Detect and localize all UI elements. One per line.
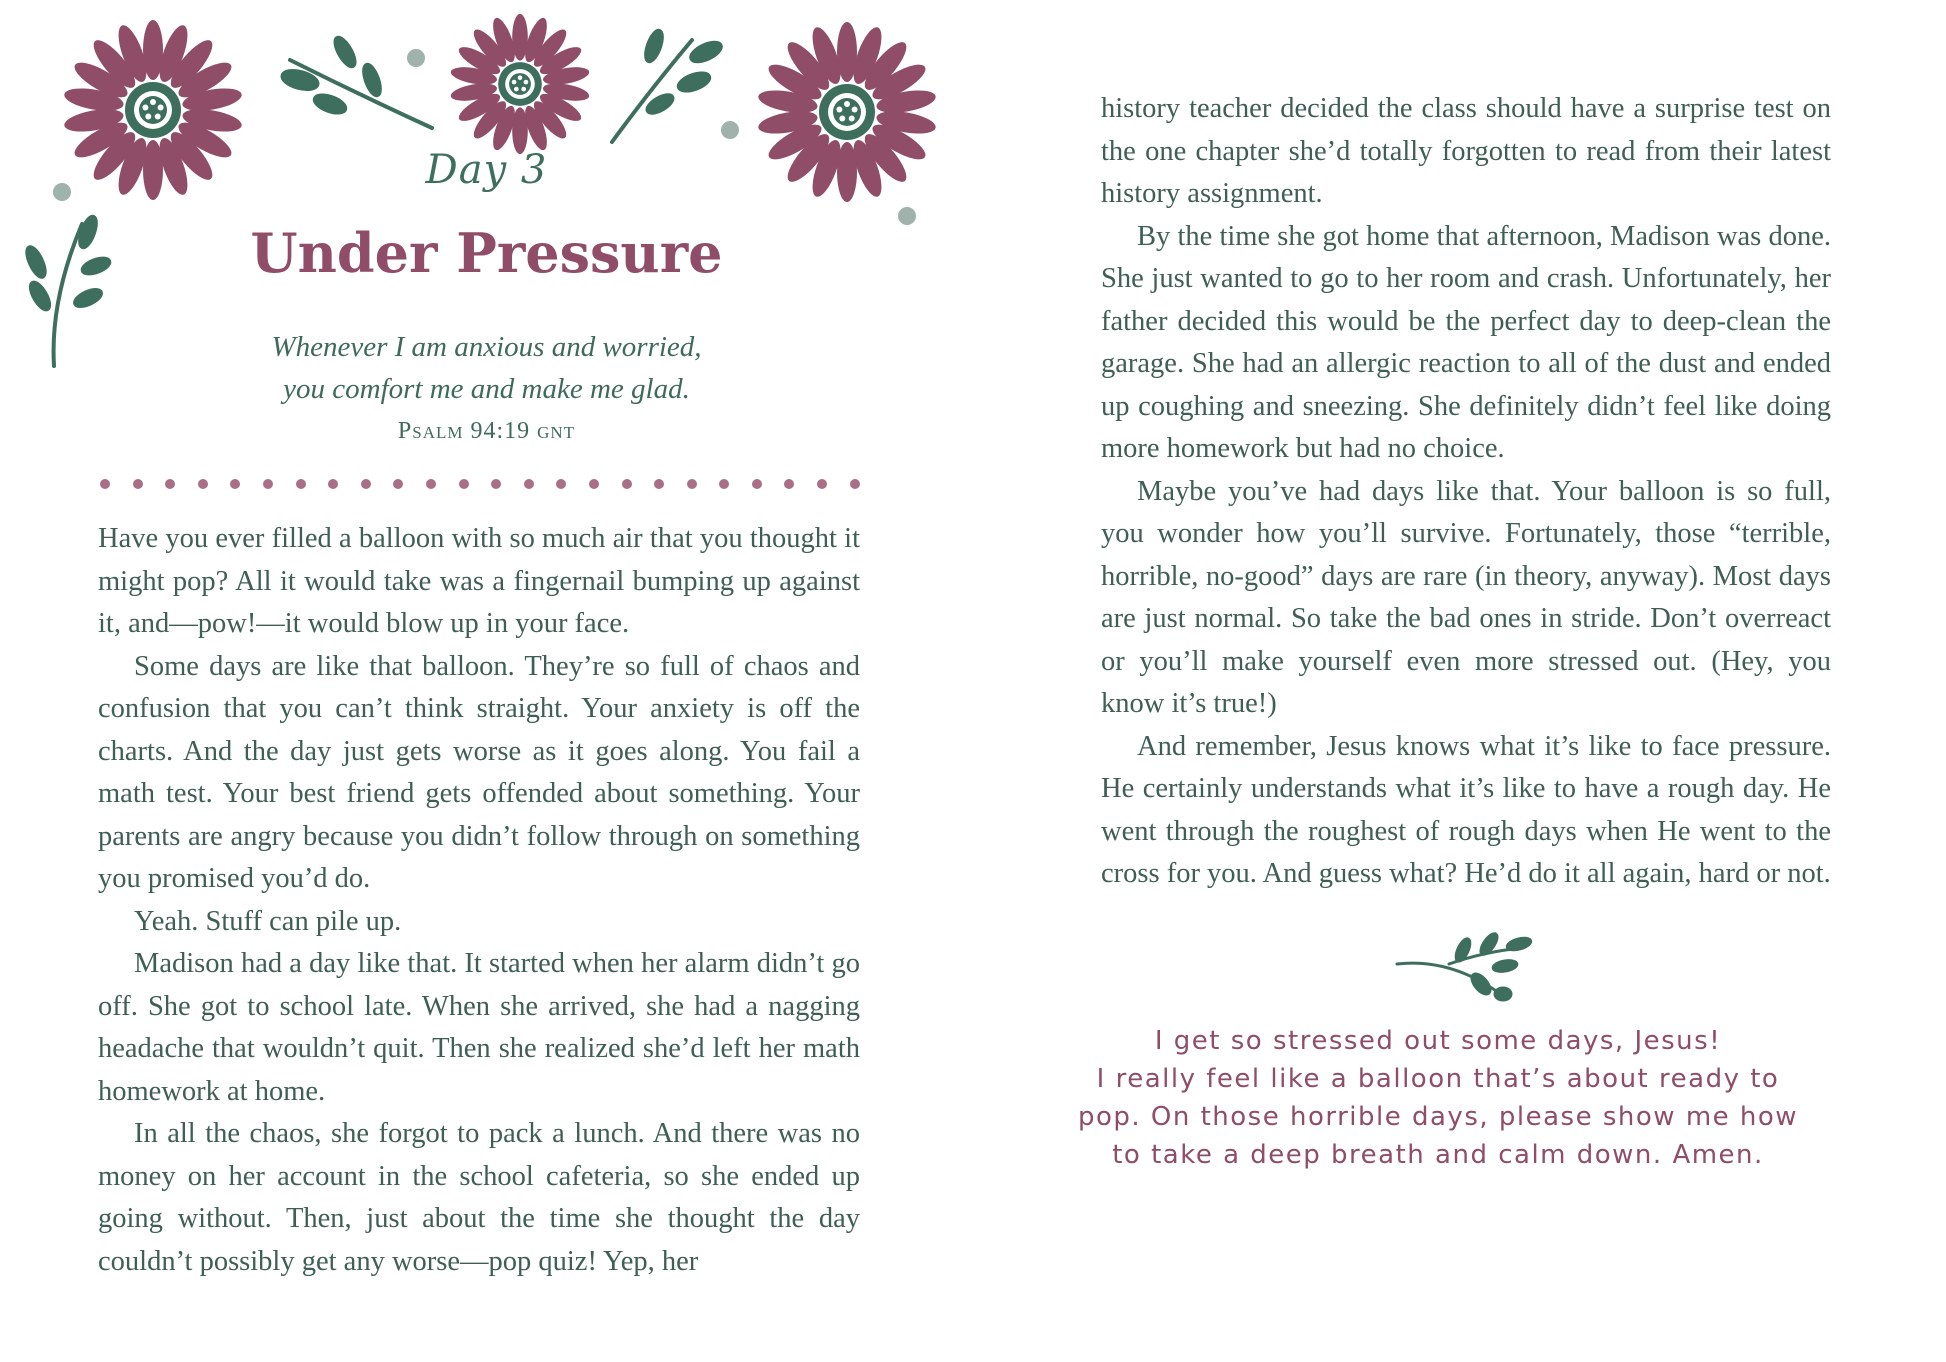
paragraph: By the time she got home that afternoon, Madison was done. She just wanted to go to her room and crash. Unfortunately, her father decided this would be the perfect day to deep-clean the garage. She had an allergic reaction to all of the dust and ended up coughing and sneezing. She definitely didn’t feel like doing more homework but had no choice. [1101, 220, 1831, 464]
prayer-line: I really feel like a balloon that’s about ready to [1096, 1064, 1780, 1094]
paragraph: And remember, Jesus knows what it’s like to face pressure. He certainly understands what it’s like to have a rough day. He went through the roughest of rough days when He went to the cross for you. And guess what? He’d do it all again, hard or not. [1101, 730, 1831, 889]
devotional-body-right [1101, 88, 1831, 896]
scripture-verse [0, 326, 973, 410]
flower-icon [450, 14, 591, 154]
leaf-sprig-icon [1393, 928, 1533, 1004]
leaf-sprig-icon [612, 29, 723, 142]
prayer-line: to take a deep breath and calm down. Amen. [1112, 1140, 1764, 1170]
page-title: Under Pressure [250, 221, 723, 285]
day-label: Day 3 [425, 147, 548, 193]
paragraph: Yeah. Stuff can pile up. [134, 905, 402, 937]
paragraph: Some days are like that balloon. They’re so full of chaos and confusion that you can’t think straight. Your anxiety is off the charts. And the day just gets worse as it goes along. You fail a math test. Your best friend gets offended about something. Your parents are angry because you didn’t follow through on something you promised you’d do. [98, 650, 860, 894]
paragraph: Have you ever filled a balloon with so much air that you thought it might pop? All it would take was a fingernail bumping up against it, and—pow!—it would blow up in your face. [98, 523, 860, 639]
leaf-sprig-icon [281, 35, 432, 128]
verse-line: you comfort me and make me glad. [283, 373, 690, 405]
paragraph: In all the chaos, she forgot to pack a lunch. And there was no money on her account in the school cafeteria, so she ended up going without. Then, just about the time she thought the day couldn’t possibly get any worse—pop quiz! Yep, her [98, 1118, 860, 1277]
verse-reference: Psalm 94:19 gnt [397, 418, 576, 444]
prayer-line: pop. On those horrible days, please show me how [1077, 1102, 1799, 1132]
verse-line: Whenever I am anxious and worried, [271, 331, 702, 363]
paragraph: Maybe you’ve had days like that. Your balloon is so full, you wonder how you’ll survive. Fortunately, those “terrible, horrible, no-good” days are rare (in theory, anyway). Most days are just normal. So take the bad ones in stride. Don’t overreact or you’ll make yourself even more stressed out. (Hey, you know it’s true!) [1101, 475, 1831, 719]
prayer-text [1073, 1022, 1803, 1174]
prayer-line: I get so stressed out some days, Jesus! [1154, 1026, 1722, 1056]
right-page [973, 0, 1946, 1362]
dotted-divider [100, 478, 860, 490]
paragraph: history teacher decided the class should have a surprise test on the one chapter she’d totally forgotten to read from their latest history assignment. [1101, 93, 1831, 209]
devotional-body-left [98, 518, 860, 1283]
paragraph: Madison had a day like that. It started when her alarm didn’t go off. She got to school late. When she arrived, she had a nagging headache that wouldn’t quit. Then she realized she’d left her math homework at home. [98, 948, 860, 1107]
